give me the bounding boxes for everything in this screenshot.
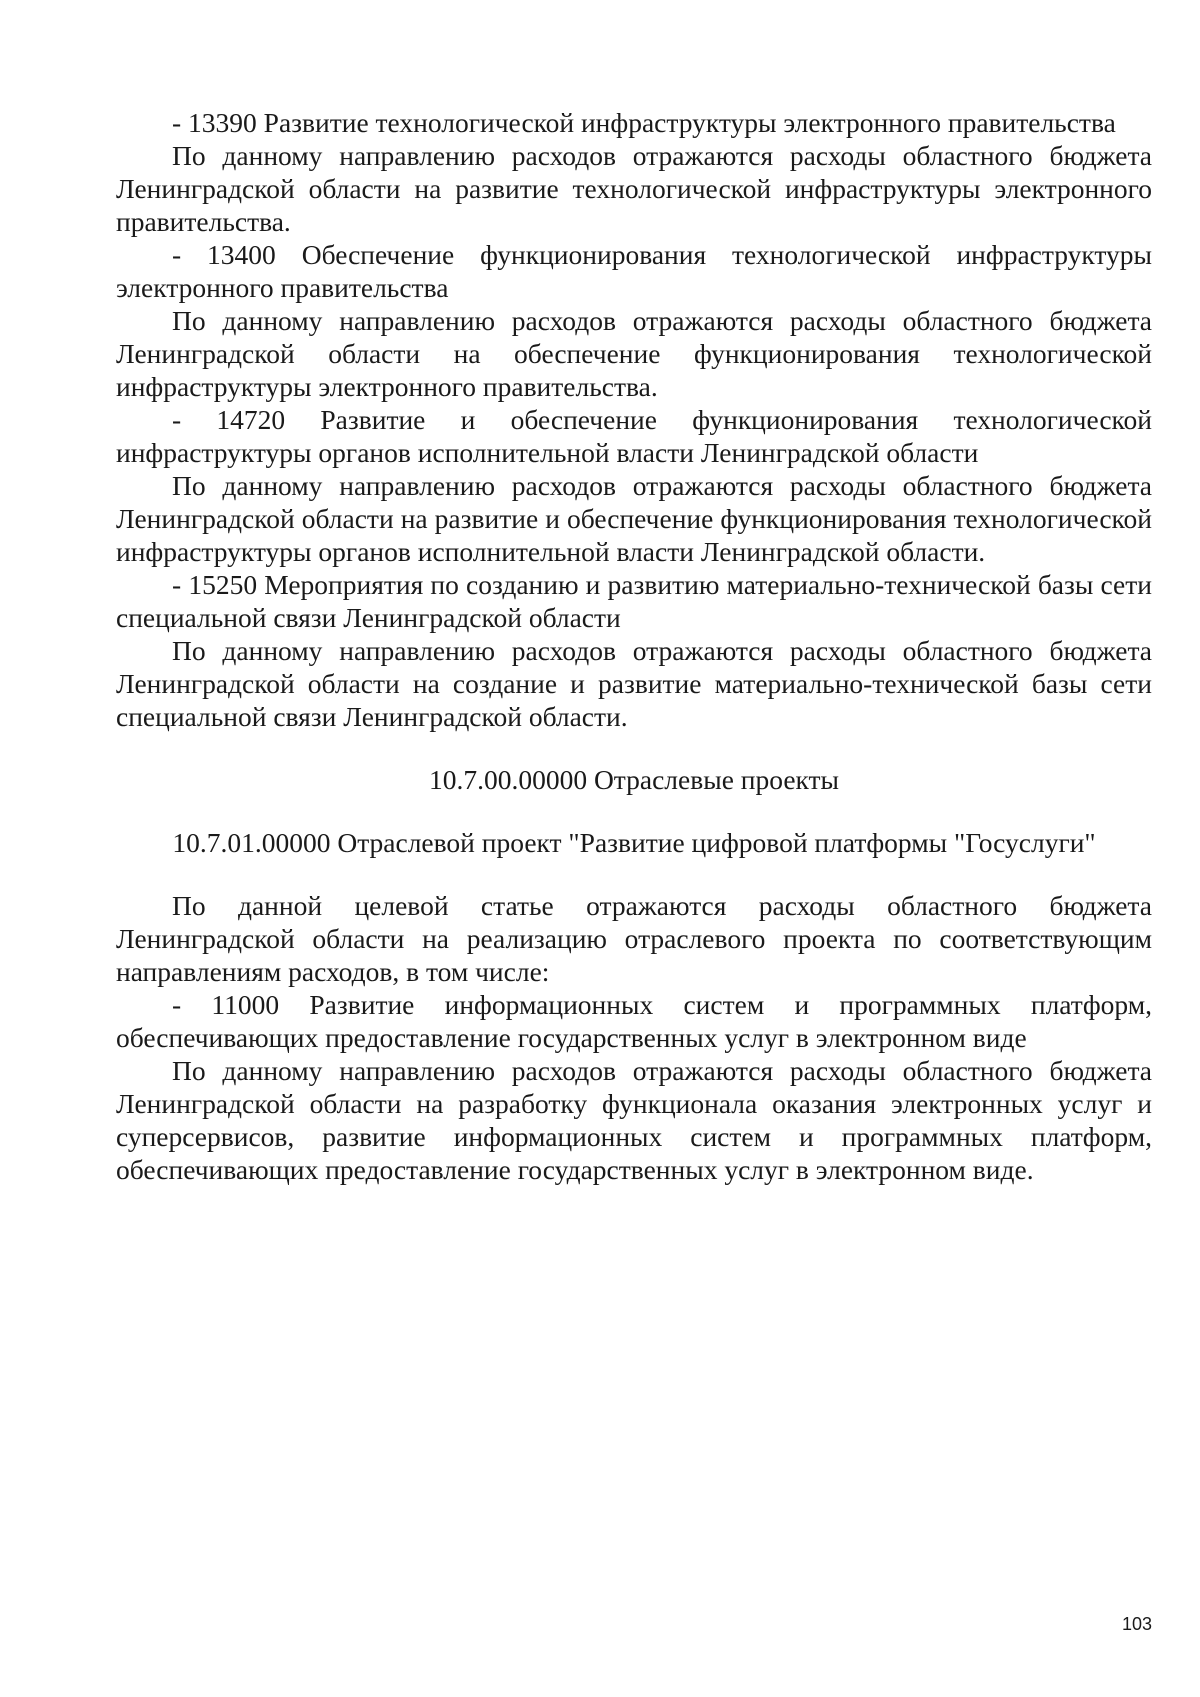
paragraph-description: По данному направлению расходов отражаются расходы областного бюджета Ленинградской области на разработку функционала оказания электронных услуг и суперсервисов, развитие информационных систем и программных платформ, обеспечивающих предоставление государственных услуг в электронном виде. xyxy=(116,1055,1152,1185)
page-number: 103 xyxy=(1121,1614,1152,1634)
document-page xyxy=(116,106,1152,1186)
subsection-heading: 10.7.01.00000 Отраслевой проект "Развитие цифровой платформы "Госуслуги" xyxy=(172,827,1096,858)
paragraph-item-15250: - 15250 Мероприятия по созданию и развитию материально-технической базы сети специальной связи Ленинградской области xyxy=(116,569,1152,633)
paragraph-intro: По данной целевой статье отражаются расходы областного бюджета Ленинградской области на реализацию отраслевого проекта по соответствующим направлениям расходов, в том числе: xyxy=(116,890,1152,987)
paragraph-item-13400: - 13400 Обеспечение функционирования технологической инфраструктуры электронного правительства xyxy=(116,239,1152,303)
paragraph-item-13390: - 13390 Развитие технологической инфраструктуры электронного правительства xyxy=(172,107,1116,138)
paragraph-item-14720: - 14720 Развитие и обеспечение функционирования технологической инфраструктуры органов исполнительной власти Ленинградской области xyxy=(116,404,1152,468)
paragraph-description: По данному направлению расходов отражаются расходы областного бюджета Ленинградской области на развитие технологической инфраструктуры электронного правительства. xyxy=(116,140,1152,237)
paragraph-item-11000: - 11000 Развитие информационных систем и программных платформ, обеспечивающих предоставление государственных услуг в электронном виде xyxy=(116,989,1152,1053)
paragraph-description: По данному направлению расходов отражаются расходы областного бюджета Ленинградской области на обеспечение функционирования технологической инфраструктуры электронного правительства. xyxy=(116,305,1152,402)
paragraph-description: По данному направлению расходов отражаются расходы областного бюджета Ленинградской области на создание и развитие материально-технической базы сети специальной связи Ленинградской области. xyxy=(116,635,1152,732)
section-heading: 10.7.00.00000 Отраслевые проекты xyxy=(428,764,840,795)
paragraph-description: По данному направлению расходов отражаются расходы областного бюджета Ленинградской области на развитие и обеспечение функционирования технологической инфраструктуры органов исполнительной власти Ленинградской области. xyxy=(116,470,1152,567)
